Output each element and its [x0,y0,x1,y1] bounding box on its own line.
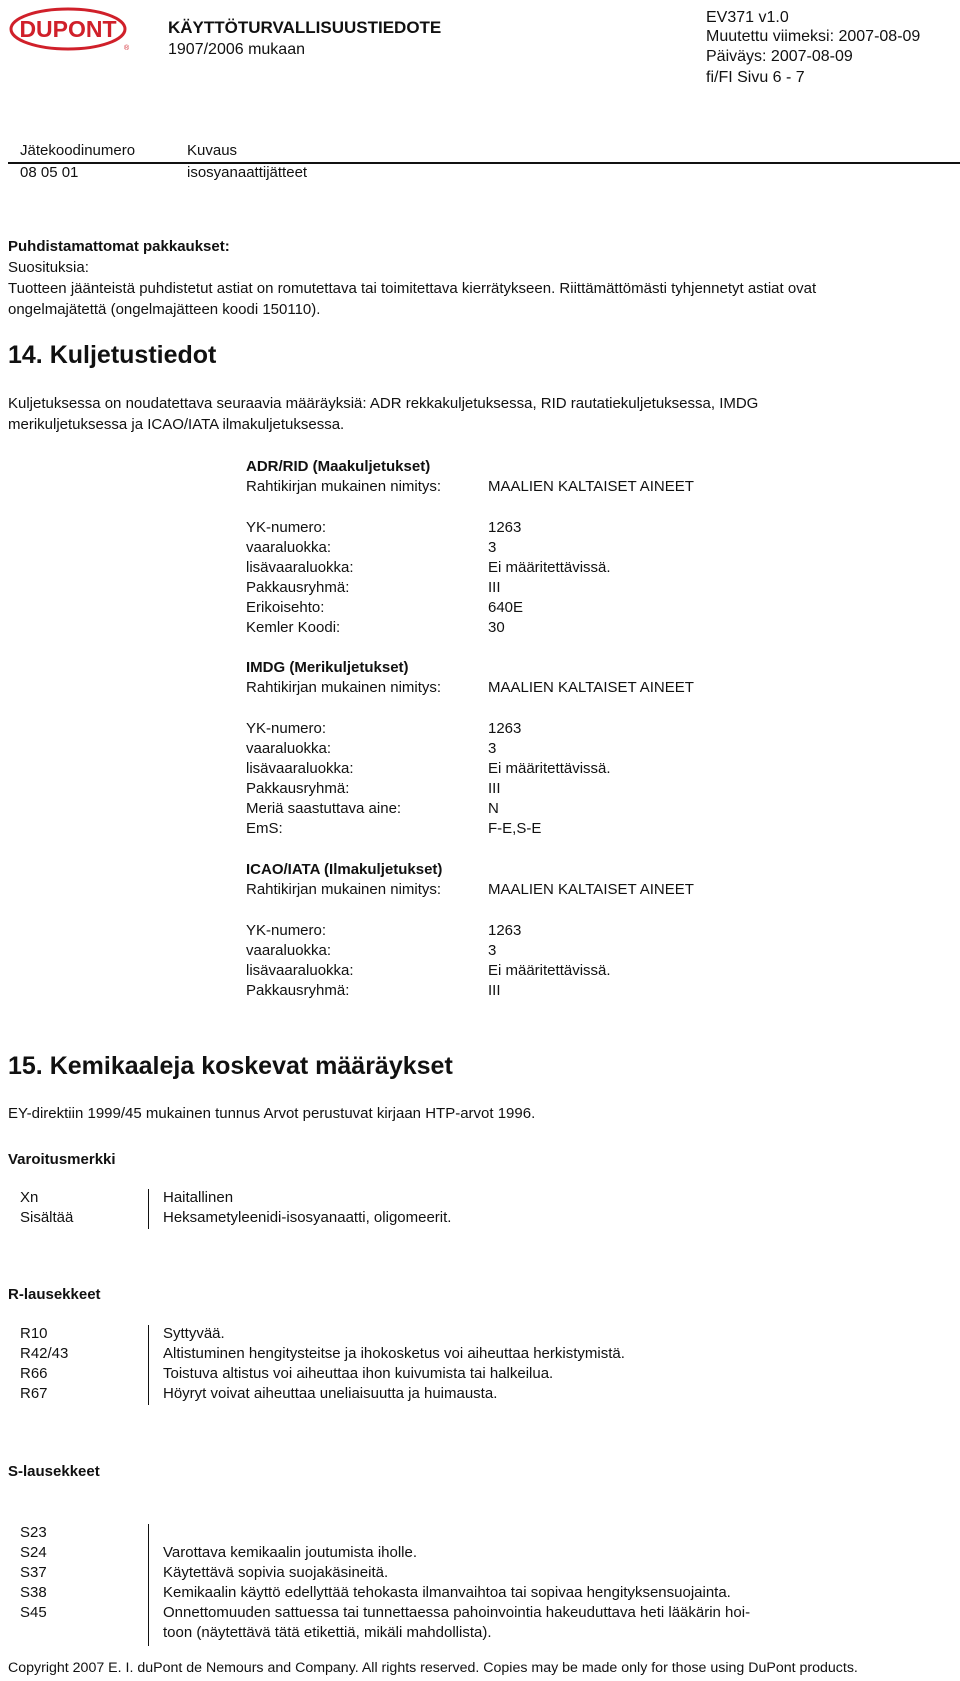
s-phrase-text: Varottava kemikaalin joutumista iholle. [163,1544,418,1561]
adr-shipping-value: MAALIEN KALTAISET AINEET [488,478,694,495]
warning-code: Sisältää [20,1209,74,1226]
adr-row-value: III [488,579,501,596]
packaging-text-line2: ongelmajätettä (ongelmajätteen koodi 150110). [8,301,321,318]
footer-copyright: Copyright 2007 E. I. duPont de Nemours and Company. All rights reserved. Copies may be made only for those using DuPont products. [8,1660,858,1676]
imdg-row-label: lisävaaraluokka: [246,760,354,777]
icao-row-label: Pakkausryhmä: [246,982,350,999]
document-subtitle: 1907/2006 mukaan [168,41,305,58]
s-phrases-heading: S-lausekkeet [8,1463,100,1480]
imdg-row-label: YK-numero: [246,720,327,737]
icao-row-label: YK-numero: [246,922,327,939]
s-phrase-text: Kemikaalin käyttö edellyttää tehokasta ilmanvaihtoa tai sopivaa hengityksensuojainta. [163,1584,731,1601]
s-phrase-code: S38 [20,1584,47,1601]
adr-row-label: lisävaaraluokka: [246,559,354,576]
imdg-row-value: N [488,800,499,817]
imdg-shipping-label: Rahtikirjan mukainen nimitys: [246,679,442,696]
icao-row-value: Ei määritettävissä. [488,962,611,979]
packaging-label: Suosituksia: [8,259,89,276]
s-phrase-code: S45 [20,1604,47,1621]
section-15-intro: EY-direktiin 1999/45 mukainen tunnus Arvot perustuvat kirjaan HTP-arvot 1996. [8,1105,536,1122]
imdg-heading: IMDG (Merikuljetukset) [246,659,409,676]
adr-row-value: Ei määritettävissä. [488,559,611,576]
icao-row-value: 3 [488,942,497,959]
s-phrase-text: Käytettävä sopivia suojakäsineitä. [163,1564,389,1581]
waste-description-header: Kuvaus [187,142,238,159]
icao-iata-heading: ICAO/IATA (Ilmakuljetukset) [246,861,443,878]
adr-row-label: vaaraluokka: [246,539,332,556]
r-phrase-text: Höyryt voivat aiheuttaa uneliaisuutta ja huimausta. [163,1385,498,1402]
imdg-row-label: EmS: [246,820,283,837]
warning-code: Xn [20,1189,39,1206]
table-header-rule [8,162,960,164]
adr-row-label: YK-numero: [246,519,327,536]
adr-rid-heading: ADR/RID (Maakuljetukset) [246,458,431,475]
waste-code-header: Jätekoodinumero [20,142,136,159]
waste-code: 08 05 01 [20,164,79,181]
icao-shipping-label: Rahtikirjan mukainen nimitys: [246,881,442,898]
warning-heading: Varoitusmerkki [8,1151,116,1168]
imdg-row-label: vaaraluokka: [246,740,332,757]
icao-row-value: 1263 [488,922,522,939]
adr-row-value: 1263 [488,519,522,536]
warning-text: Haitallinen [163,1189,234,1206]
section-14-title: 14. Kuljetustiedot [8,341,217,369]
s-phrases-divider [148,1524,149,1646]
adr-row-value: 640E [488,599,524,616]
dupont-logo [8,6,130,52]
s-phrase-code: S37 [20,1564,47,1581]
s-phrase-code: S23 [20,1524,47,1541]
icao-row-label: vaaraluokka: [246,942,332,959]
warning-divider [148,1189,149,1229]
imdg-row-value: F-E,S-E [488,820,542,837]
imdg-row-value: Ei määritettävissä. [488,760,611,777]
adr-row-value: 3 [488,539,497,556]
adr-row-label: Pakkausryhmä: [246,579,350,596]
document-title: KÄYTTÖTURVALLISUUSTIEDOTE [168,18,442,37]
imdg-row-label: Meriä saastuttava aine: [246,800,402,817]
r-phrases-heading: R-lausekkeet [8,1286,101,1303]
packaging-text-line1: Tuotteen jäänteistä puhdistetut astiat on romutettava tai toimitettava kierrätykseen. Riittämättömästi tyhjennetyt astiat ovat [8,280,817,297]
r-phrase-text: Toistuva altistus voi aiheuttaa ihon kuivumista tai halkeilua. [163,1365,554,1382]
section-14-intro-line2: merikuljetuksessa ja ICAO/IATA ilmakuljetuksessa. [8,416,345,433]
waste-description: isosyanaattijätteet [187,164,308,181]
svg-text:®: ® [124,45,130,52]
r-phrases-divider [148,1325,149,1405]
icao-shipping-value: MAALIEN KALTAISET AINEET [488,881,694,898]
r-phrase-code: R67 [20,1385,48,1402]
r-phrase-code: R66 [20,1365,48,1382]
adr-shipping-label: Rahtikirjan mukainen nimitys: [246,478,442,495]
imdg-row-value: 1263 [488,720,522,737]
s-phrase-text-continued: toon (näytettävä tätä etikettiä, mikäli mahdollista). [163,1624,492,1641]
r-phrase-text: Altistuminen hengitysteitse ja ihokosketus voi aiheuttaa herkistymistä. [163,1345,625,1362]
section-15-title: 15. Kemikaaleja koskevat määräykset [8,1052,453,1080]
document-id: EV371 v1.0 [706,9,789,26]
section-14-intro-line1: Kuljetuksessa on noudatettava seuraavia määräyksiä: ADR rekkakuljetuksessa, RID rautatiekuljetuksessa, IMDG [8,395,759,412]
adr-row-label: Erikoisehto: [246,599,325,616]
r-phrase-text: Syttyvää. [163,1325,225,1342]
adr-row-label: Kemler Koodi: [246,619,341,636]
r-phrase-code: R10 [20,1325,48,1342]
icao-row-label: lisävaaraluokka: [246,962,354,979]
imdg-row-value: 3 [488,740,497,757]
imdg-row-label: Pakkausryhmä: [246,780,350,797]
icao-row-value: III [488,982,501,999]
packaging-heading: Puhdistamattomat pakkaukset: [8,238,230,255]
adr-row-value: 30 [488,619,505,636]
issue-date: Päiväys: 2007-08-09 [706,48,853,65]
s-phrase-code: S24 [20,1544,47,1561]
logo-text: DUPONT [19,16,117,42]
warning-text: Heksametyleenidi-isosyanaatti, oligomeerit. [163,1209,452,1226]
s-phrase-text: Onnettomuuden sattuessa tai tunnettaessa pahoinvointia hakeuduttava heti lääkärin hoi- [163,1604,751,1621]
page-number: fi/FI Sivu 6 - 7 [706,69,805,86]
revised-date: Muutettu viimeksi: 2007-08-09 [706,28,921,45]
imdg-row-value: III [488,780,501,797]
r-phrase-code: R42/43 [20,1345,69,1362]
imdg-shipping-value: MAALIEN KALTAISET AINEET [488,679,694,696]
